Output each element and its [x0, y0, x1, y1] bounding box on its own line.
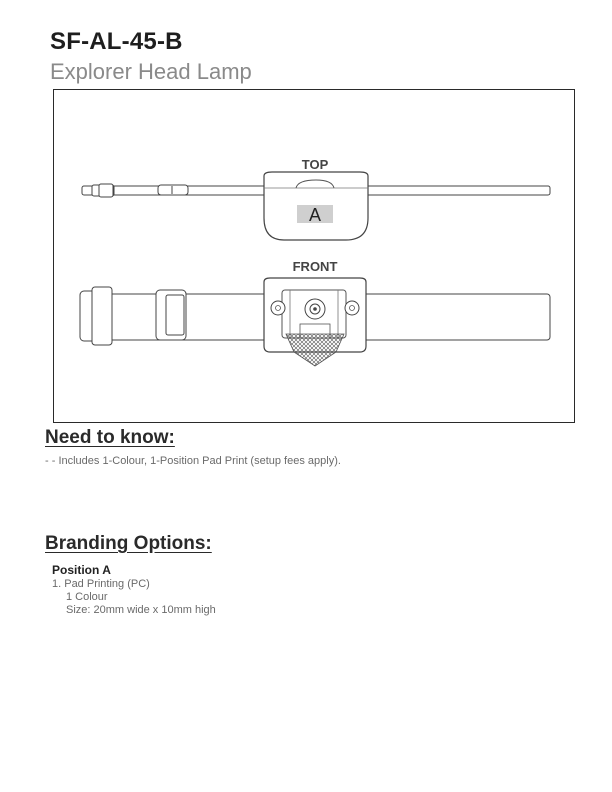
- need-to-know-note: - - Includes 1-Colour, 1-Position Pad Print (setup fees apply).: [45, 455, 341, 467]
- position-a-title: Position A: [52, 563, 111, 577]
- branding-options-heading: Branding Options:: [45, 533, 212, 554]
- branding-size: Size: 20mm wide x 10mm high: [66, 604, 216, 616]
- print-position-label: A: [308, 205, 322, 225]
- front-view-lamp-body: [264, 278, 366, 366]
- need-to-know-heading: Need to know:: [45, 427, 175, 448]
- product-code: SF-AL-45-B: [50, 28, 183, 55]
- branding-colours: 1 Colour: [66, 591, 108, 603]
- top-view-label: TOP: [301, 157, 329, 172]
- product-name: Explorer Head Lamp: [50, 59, 252, 84]
- branding-method: 1. Pad Printing (PC): [52, 578, 150, 590]
- head-lamp-diagram: [54, 90, 574, 422]
- product-diagram-frame: [53, 89, 575, 423]
- front-view-label: FRONT: [292, 259, 338, 274]
